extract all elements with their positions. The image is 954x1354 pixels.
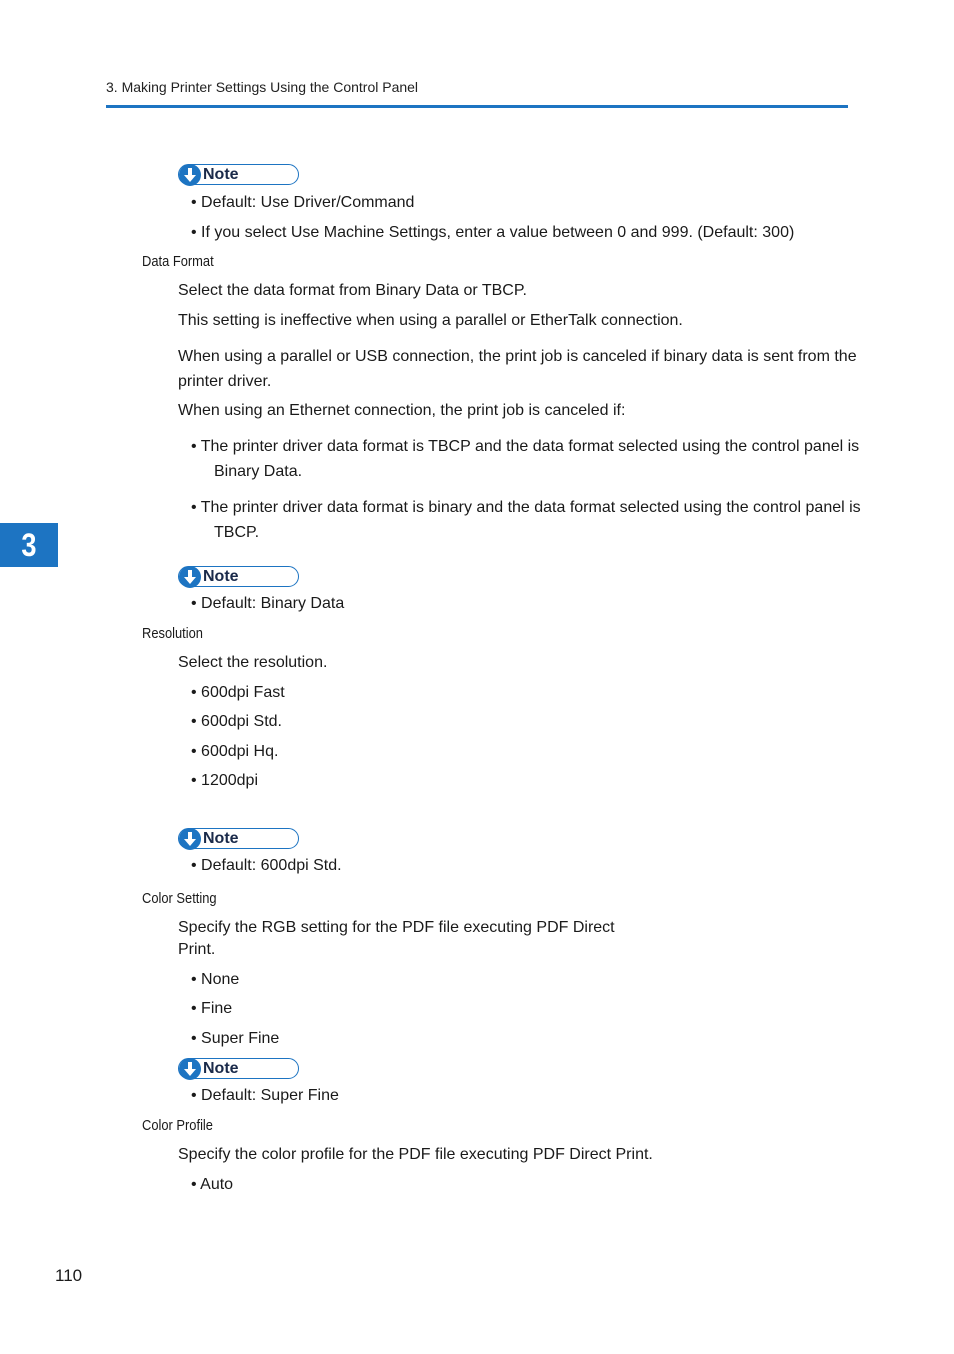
paragraph: Select the data format from Binary Data or TBCP.	[178, 282, 527, 299]
list-item: • Default: Use Driver/Command	[191, 194, 415, 211]
note-label: Note	[203, 568, 239, 585]
paragraph: Select the resolution.	[178, 654, 328, 671]
list-item: • 600dpi Hq.	[191, 743, 279, 760]
note-label: Note	[203, 166, 239, 183]
section-heading-resolution: Resolution	[142, 625, 203, 642]
list-item: • If you select Use Machine Settings, enter a value between 0 and 999. (Default: 300)	[191, 224, 795, 241]
note-badge	[178, 828, 300, 850]
list-item: • The printer driver data format is TBCP and the data format selected using the control panel is	[191, 438, 860, 455]
page-number: 110	[55, 1266, 83, 1285]
list-item: • Super Fine	[191, 1030, 280, 1047]
chapter-tab	[0, 523, 58, 567]
list-item: • 600dpi Std.	[191, 713, 282, 730]
header-rule	[106, 105, 848, 108]
paragraph: Print.	[178, 941, 216, 958]
section-heading-color-profile: Color Profile	[142, 1117, 213, 1134]
paragraph: printer driver.	[178, 373, 272, 390]
paragraph: When using an Ethernet connection, the print job is canceled if:	[178, 402, 626, 419]
list-item: TBCP.	[214, 524, 260, 541]
paragraph: When using a parallel or USB connection, the print job is canceled if binary data is sent from the	[178, 348, 857, 365]
list-item: • Default: Super Fine	[191, 1087, 339, 1104]
paragraph: Specify the color profile for the PDF file executing PDF Direct Print.	[178, 1146, 653, 1163]
running-header: 3. Making Printer Settings Using the Control Panel	[106, 79, 419, 95]
list-item: • The printer driver data format is binary and the data format selected using the control panel is	[191, 499, 861, 516]
list-item: • Default: Binary Data	[191, 595, 345, 612]
list-item: • None	[191, 971, 240, 988]
chapter-number: 3	[21, 527, 37, 563]
arrow-down-icon	[183, 569, 197, 585]
list-item: Binary Data.	[214, 463, 303, 480]
paragraph: This setting is ineffective when using a parallel or EtherTalk connection.	[178, 312, 683, 329]
note-badge	[178, 566, 300, 588]
list-item: • Default: 600dpi Std.	[191, 857, 342, 874]
list-item: • Auto	[191, 1176, 234, 1193]
note-label: Note	[203, 1060, 239, 1077]
list-item: • 1200dpi	[191, 772, 258, 789]
arrow-down-icon	[183, 831, 197, 847]
list-item: • 600dpi Fast	[191, 684, 285, 701]
paragraph: Specify the RGB setting for the PDF file executing PDF Direct	[178, 919, 615, 936]
note-badge	[178, 164, 300, 186]
arrow-down-icon	[183, 167, 197, 183]
section-heading-data-format: Data Format	[142, 253, 214, 270]
arrow-down-icon	[183, 1061, 197, 1077]
list-item: • Fine	[191, 1000, 233, 1017]
note-label: Note	[203, 830, 239, 847]
note-badge	[178, 1058, 300, 1080]
section-heading-color-setting: Color Setting	[142, 890, 217, 907]
